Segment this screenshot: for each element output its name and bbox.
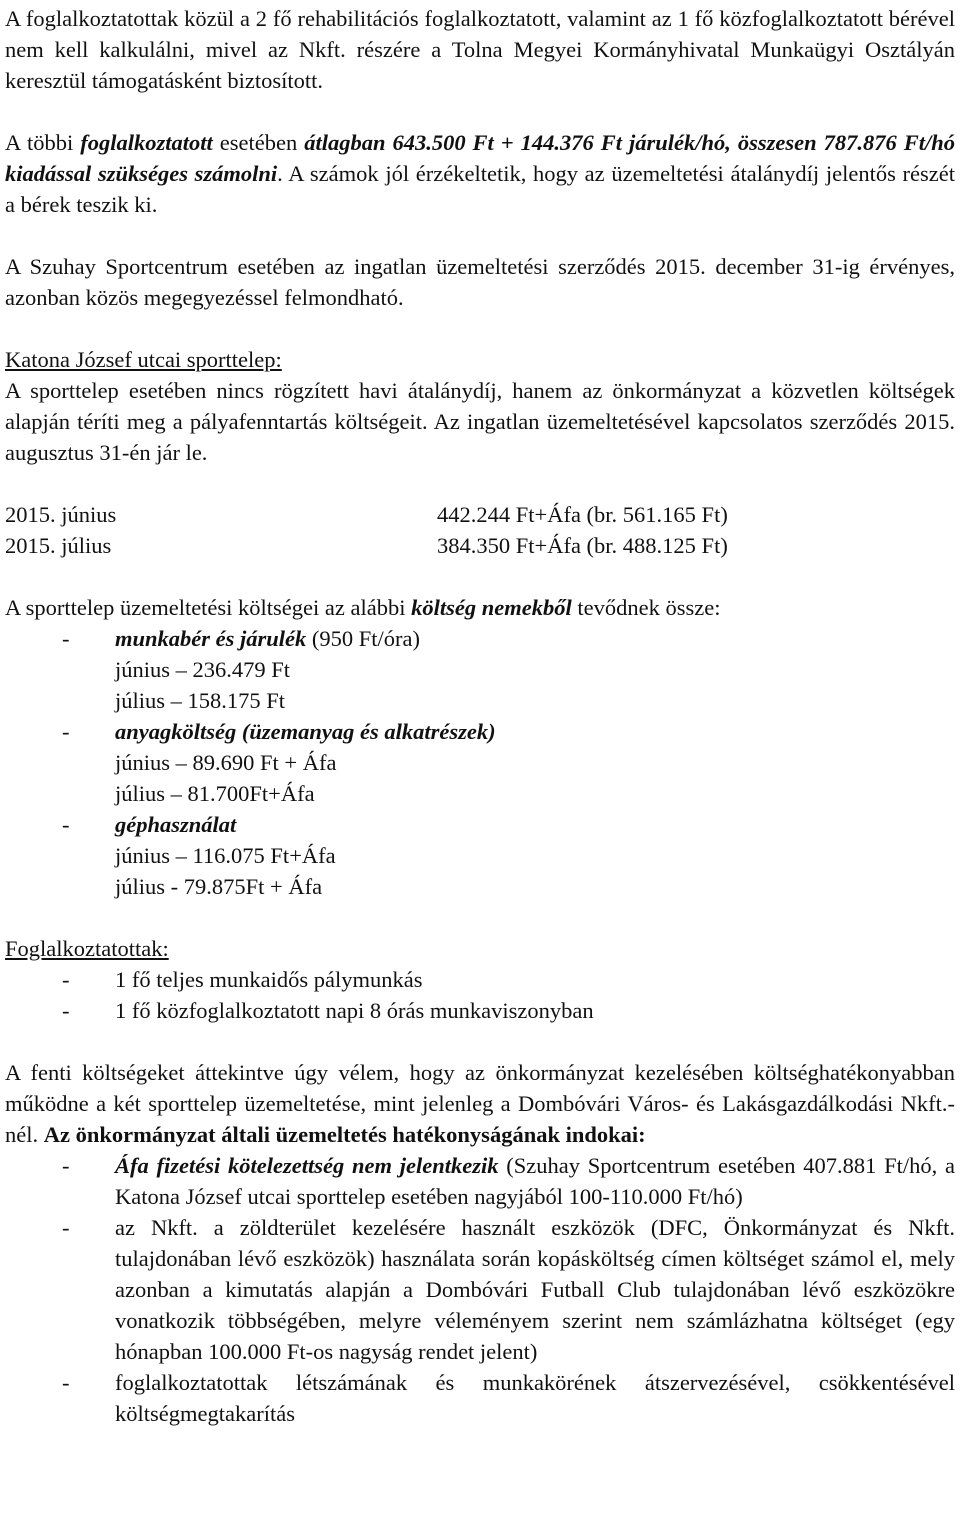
fee-period: 2015. július <box>5 533 112 558</box>
list-dash: - <box>62 626 70 651</box>
staff-text: 1 fő közfoglalkoztatott napi 8 órás munkaviszonyban <box>115 998 594 1023</box>
reason-item-vat <box>5 1150 955 1212</box>
text-run: A sporttelep üzemeltetési költségei az alábbi <box>5 595 412 620</box>
spacer <box>5 220 955 251</box>
document-page <box>5 3 955 1429</box>
list-dash: - <box>62 1153 70 1178</box>
reason-item-staff <box>5 1367 955 1429</box>
text-run: . A számok jól érzékeltetik, hogy az üzemeltetési átalánydíj jelentős részét a bérek teszik ki. <box>5 161 955 217</box>
heading-staff: Foglalkoztatottak: <box>5 936 169 961</box>
staff-item <box>5 995 955 1026</box>
cost-item-wage <box>5 623 955 654</box>
list-dash: - <box>62 998 70 1023</box>
reason-text: (Szuhay Sportcentrum esetében 407.881 Ft/hó, a Katona József utcai sporttelep esetében nagyjából 100-110.000 Ft/hó) <box>115 1153 955 1209</box>
fee-period: 2015. június <box>5 502 117 527</box>
emphasis-employee: foglalkoztatott <box>80 130 213 155</box>
cost-note: (950 Ft/óra) <box>306 626 421 651</box>
paragraph-rehab-employees: A foglalkoztatottak közül a 2 fő rehabilitációs foglalkoztatott, valamint az 1 fő közfoglalkoztatott bérével nem kell kalkulálni, mivel az Nkft. részére a Tolna Megyei Kormányhivatal Munkaügyi Osztályán keresztül támogatásként biztosított. <box>5 6 955 93</box>
fee-row <box>5 530 955 561</box>
fee-row <box>5 499 955 530</box>
text-run: A többi <box>5 130 81 155</box>
paragraph-conclusion <box>5 1057 955 1150</box>
cost-label: géphasználat <box>115 812 237 837</box>
paragraph-cost-intro <box>5 592 955 623</box>
text-run: esetében <box>212 130 305 155</box>
cost-detail-line: július - 79.875Ft + Áfa <box>115 874 323 899</box>
text-run: tevődnek össze: <box>571 595 721 620</box>
reason-emphasis: Áfa fizetési kötelezettség nem jelentkezik <box>115 1153 499 1178</box>
paragraph-average-wage <box>5 127 955 220</box>
cost-detail-line: július – 81.700Ft+Áfa <box>115 781 315 806</box>
reason-item-equipment <box>5 1212 955 1367</box>
paragraph-katona-contract: A sporttelep esetében nincs rögzített havi átalánydíj, hanem az önkormányzat a közvetlen költségek alapján téríti meg a pályafenntartás költségeit. Az ingatlan üzemeltetésével kapcsolatos szerződés 2015. augusztus 31-én jár le. <box>5 378 955 465</box>
emphasis-average-cost: átlagban 643.500 Ft + 144.376 Ft járulék/hó, összesen 787.876 Ft/hó kiadással szükséges számolni <box>5 130 955 186</box>
spacer <box>5 1026 955 1057</box>
heading-katona-sporttelep: Katona József utcai sporttelep: <box>5 347 282 372</box>
fee-amount: 442.244 Ft+Áfa (br. 561.165 Ft) <box>437 502 728 527</box>
cost-detail-line: június – 116.075 Ft+Áfa <box>115 843 336 868</box>
spacer <box>5 468 955 499</box>
staff-text: 1 fő teljes munkaidős pálymunkás <box>115 967 423 992</box>
paragraph-szuhay-contract: A Szuhay Sportcentrum esetében az ingatlan üzemeltetési szerződés 2015. december 31-ig érvényes, azonban közös megegyezéssel felmondható. <box>5 254 955 310</box>
reason-text: az Nkft. a zöldterület kezelésére használt eszközök (DFC, Önkormányzat és Nkft. tulajdonában lévő eszközök) használata során kopásköltség címen költséget számol el, mely azonban a kimutatás alapján a Dombóvári Futball Club tulajdonában lévő eszközökre vonatkozik többségében, melyre véleményem szerint nem számlázhatna költséget (egy hónapban 100.000 Ft-os nagyság rendet jelent) <box>115 1215 955 1364</box>
list-dash: - <box>62 1215 70 1240</box>
list-dash: - <box>62 967 70 992</box>
spacer <box>5 96 955 127</box>
list-dash: - <box>62 1370 70 1395</box>
fee-amount: 384.350 Ft+Áfa (br. 488.125 Ft) <box>437 533 728 558</box>
reason-text: foglalkoztatottak létszámának és munkakörének átszervezésével, csökkentésével költségmegtakarítás <box>115 1370 955 1426</box>
cost-detail-line: július – 158.175 Ft <box>115 688 286 713</box>
cost-label: munkabér és járulék <box>115 626 307 651</box>
staff-item <box>5 964 955 995</box>
cost-item-material <box>5 716 955 747</box>
spacer <box>5 313 955 344</box>
cost-detail-line: június – 236.479 Ft <box>115 657 291 682</box>
emphasis-reasons-heading: Az önkormányzat általi üzemeltetés hatékonyságának indokai: <box>43 1122 646 1147</box>
emphasis-cost-types: költség nemekből <box>411 595 572 620</box>
spacer <box>5 561 955 592</box>
cost-label: anyagköltség (üzemanyag és alkatrészek) <box>115 719 496 744</box>
cost-item-machinery <box>5 809 955 840</box>
text-run: A fenti költségeket áttekintve úgy vélem, hogy az önkormányzat kezelésében költséghatékonyabban működne a két sporttelep üzemeltetése, mint jelenleg a Dombóvári Város- és Lakásgazdálkodási Nkft.-nél. <box>5 1060 955 1147</box>
spacer <box>5 902 955 933</box>
list-dash: - <box>62 812 70 837</box>
cost-detail-line: június – 89.690 Ft + Áfa <box>115 750 337 775</box>
list-dash: - <box>62 719 70 744</box>
